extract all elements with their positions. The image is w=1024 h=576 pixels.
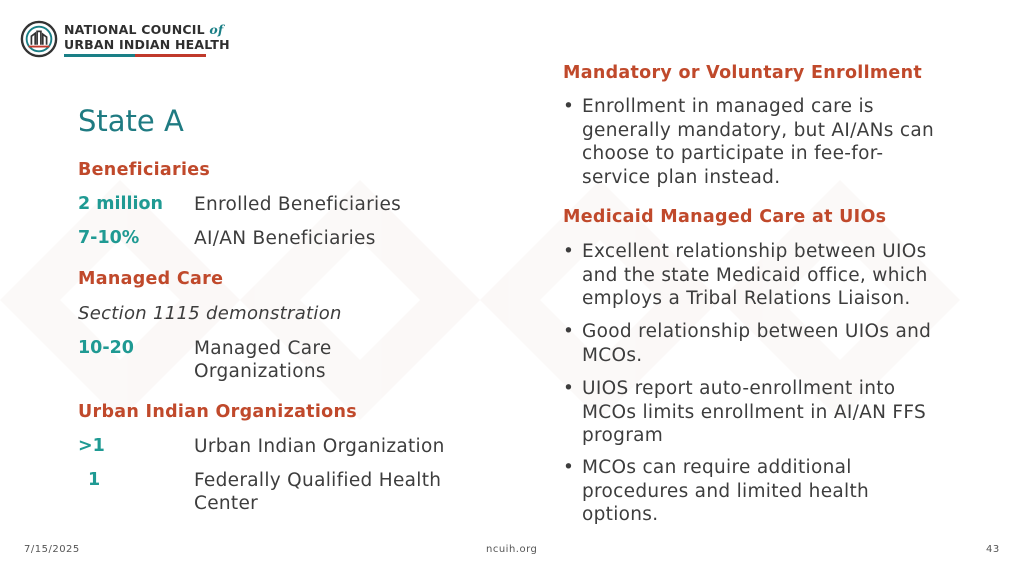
mmc-bullet-4: • MCOs can require additional procedures and limited health options. (563, 456, 963, 527)
bullet-line: MCOs. (582, 344, 643, 366)
bullet-line: Enrollment in managed care is (582, 96, 874, 117)
uio-label-1: Urban Indian Organization (194, 436, 445, 457)
uio-label-2-line2: Center (194, 493, 259, 514)
logo-line1: NATIONAL COUNCIL (64, 21, 205, 37)
managed-care-label (194, 337, 332, 383)
bullet-line: employs a Tribal Relations Liaison. (582, 288, 911, 309)
managed-care-value: 10-20 (78, 338, 134, 358)
page-title: State A (78, 104, 184, 138)
bullet-line: procedures and limited health (582, 480, 870, 502)
managed-care-heading: Managed Care (78, 269, 224, 289)
uio-value-2: 1 (88, 470, 101, 490)
bullet-line: options. (582, 504, 659, 525)
footer-page-number: 43 (986, 544, 1000, 555)
footer-site: ncuih.org (486, 544, 538, 555)
bullet-line: choose to participate in fee-for- (582, 143, 884, 164)
enrollment-bullet-1: • Enrollment in managed care is generally mandatory, but AI/ANs can choose to participate in fee-for- service plan instead. (563, 95, 963, 189)
mmc-bullet-1: • Excellent relationship between UIOs and the state Medicaid office, which employs a Tribal Relations Liaison. (563, 240, 963, 311)
bullet-line: MCOs limits enrollment in AI/AN FFS (582, 401, 927, 423)
enrollment-heading: Mandatory or Voluntary Enrollment (563, 63, 923, 83)
beneficiaries-label-2: AI/AN Beneficiaries (194, 228, 376, 249)
logo-line2: URBAN INDIAN HEALTH (64, 36, 230, 52)
footer-date: 7/15/2025 (24, 544, 80, 555)
beneficiaries-label-1: Enrolled Beneficiaries (194, 194, 402, 215)
managed-care-label-line1: Managed Care (194, 338, 332, 359)
beneficiaries-value-2: 7-10% (78, 228, 140, 248)
bullet-line: generally mandatory, but AI/ANs can (582, 119, 935, 141)
ncuih-logo (20, 20, 230, 58)
uio-value-1: >1 (78, 436, 105, 456)
logo-of: of (209, 21, 224, 37)
bullet-line: Good relationship between UIOs and (582, 321, 932, 342)
bullet-line: service plan instead. (582, 166, 781, 188)
managed-care-subtitle: Section 1115 demonstration (78, 303, 342, 324)
uio-label-2-line1: Federally Qualified Health (194, 470, 442, 491)
bullet-line: MCOs can require additional (582, 457, 852, 478)
beneficiaries-value-1: 2 million (78, 194, 163, 214)
bullet-line: and the state Medicaid office, which (582, 264, 928, 286)
mmc-heading: Medicaid Managed Care at UIOs (563, 207, 887, 227)
beneficiaries-heading: Beneficiaries (78, 160, 211, 180)
mmc-bullet-2: • Good relationship between UIOs and MCOs. (563, 320, 963, 367)
uio-heading: Urban Indian Organizations (78, 402, 357, 422)
bullet-line: UIOS report auto-enrollment into (582, 378, 896, 399)
bullet-line: program (582, 425, 664, 446)
mmc-bullet-3: • UIOS report auto-enrollment into MCOs limits enrollment in AI/AN FFS program (563, 377, 963, 448)
managed-care-label-line2: Organizations (194, 361, 326, 382)
uio-label-2 (194, 469, 441, 515)
logo-rule (64, 54, 206, 57)
ncuih-emblem-icon (20, 20, 58, 58)
bullet-line: Excellent relationship between UIOs (582, 241, 927, 262)
